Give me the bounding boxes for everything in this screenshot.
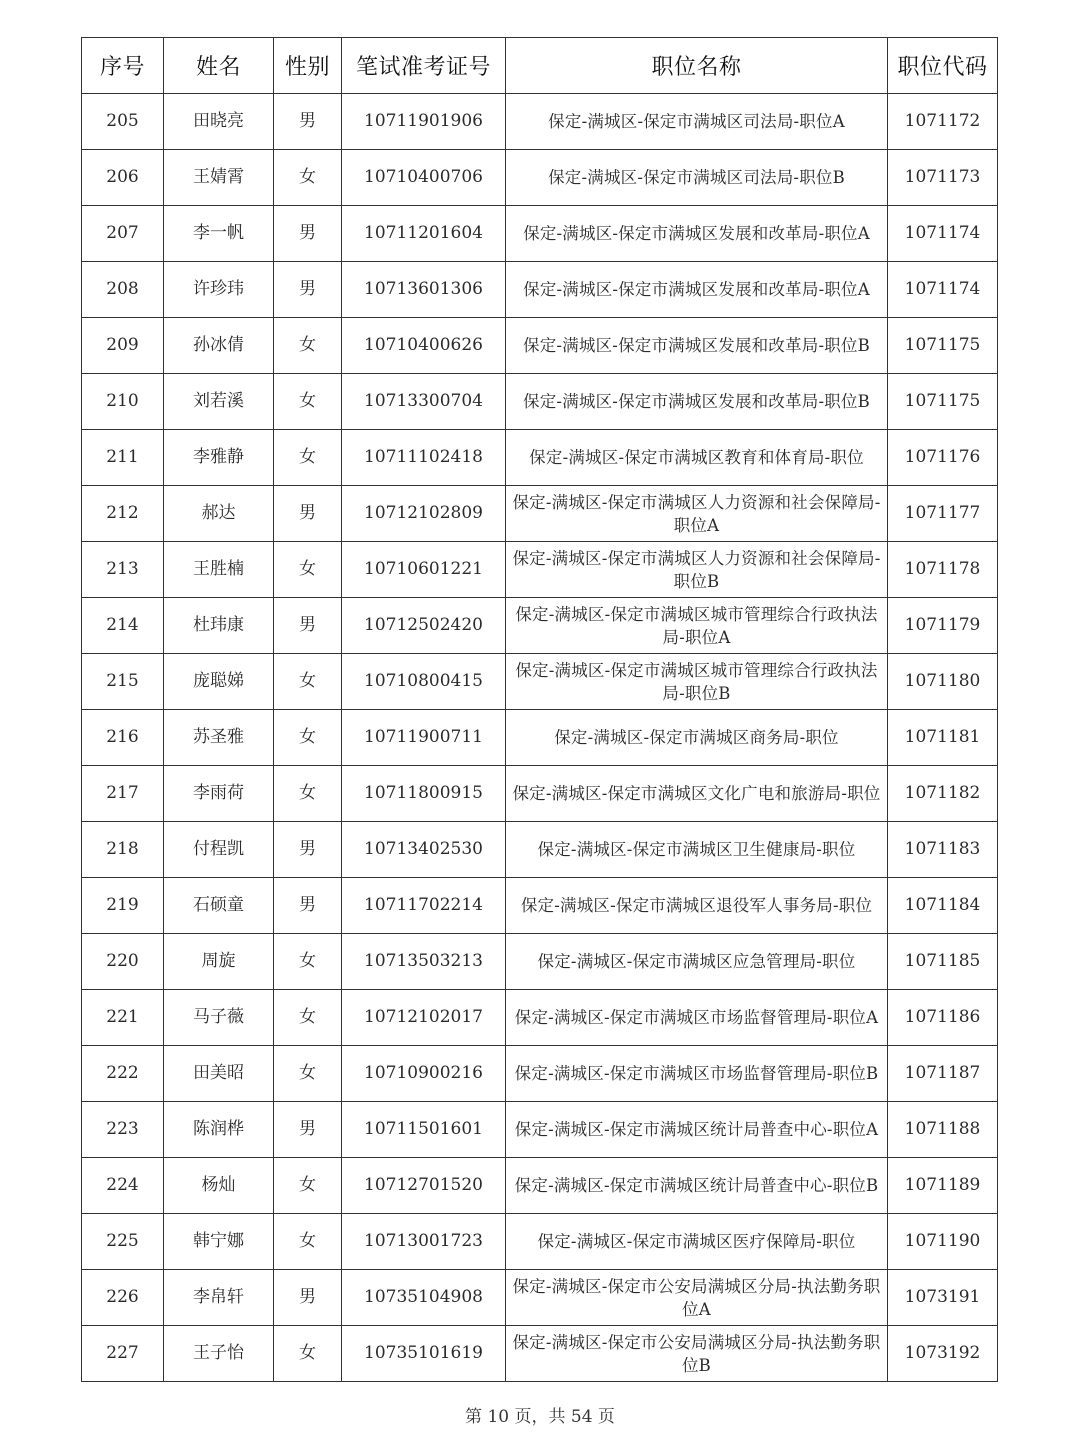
cell-gender: 男: [274, 878, 342, 934]
cell-gender: 女: [274, 318, 342, 374]
table-row: [82, 1214, 998, 1270]
cell-serial: 212: [82, 486, 164, 542]
cell-exam-id: 10713601306: [342, 262, 506, 318]
cell-name: 王婧霄: [164, 150, 274, 206]
cell-exam-id: 10710400626: [342, 318, 506, 374]
cell-position-code: 1071183: [888, 822, 998, 878]
cell-serial: 217: [82, 766, 164, 822]
cell-gender: 女: [274, 766, 342, 822]
cell-exam-id: 10713300704: [342, 374, 506, 430]
cell-serial: 206: [82, 150, 164, 206]
cell-position-code: 1071184: [888, 878, 998, 934]
cell-exam-id: 10711800915: [342, 766, 506, 822]
cell-position-name: 保定-满城区-保定市满城区市场监督管理局-职位A: [506, 990, 888, 1046]
cell-gender: 男: [274, 486, 342, 542]
cell-position-name: 保定-满城区-保定市满城区医疗保障局-职位: [506, 1214, 888, 1270]
cell-exam-id: 10711201604: [342, 206, 506, 262]
cell-gender: 男: [274, 1270, 342, 1326]
page-number: 第 10 页，共 54 页: [465, 1407, 615, 1427]
header-position-code: 职位代码: [888, 38, 998, 94]
cell-gender: 男: [274, 598, 342, 654]
cell-exam-id: 10712701520: [342, 1158, 506, 1214]
cell-exam-id: 10710601221: [342, 542, 506, 598]
cell-serial: 216: [82, 710, 164, 766]
cell-position-name: 保定-满城区-保定市满城区发展和改革局-职位A: [506, 206, 888, 262]
cell-exam-id: 10713001723: [342, 1214, 506, 1270]
cell-gender: 女: [274, 430, 342, 486]
cell-gender: 女: [274, 934, 342, 990]
cell-position-code: 1071172: [888, 94, 998, 150]
cell-name: 田晓亮: [164, 94, 274, 150]
table-row: [82, 934, 998, 990]
header-exam-id: 笔试准考证号: [342, 38, 506, 94]
cell-position-code: 1071190: [888, 1214, 998, 1270]
cell-gender: 女: [274, 990, 342, 1046]
cell-serial: 215: [82, 654, 164, 710]
cell-exam-id: 10710900216: [342, 1046, 506, 1102]
cell-serial: 220: [82, 934, 164, 990]
cell-position-name: 保定-满城区-保定市满城区退役军人事务局-职位: [506, 878, 888, 934]
table-row: [82, 262, 998, 318]
cell-position-name: 保定-满城区-保定市满城区城市管理综合行政执法局-职位B: [506, 654, 888, 710]
cell-name: 李雅静: [164, 430, 274, 486]
cell-position-name: 保定-满城区-保定市满城区统计局普查中心-职位A: [506, 1102, 888, 1158]
cell-gender: 女: [274, 542, 342, 598]
cell-serial: 219: [82, 878, 164, 934]
cell-position-code: 1071174: [888, 262, 998, 318]
cell-position-code: 1071181: [888, 710, 998, 766]
cell-position-code: 1071185: [888, 934, 998, 990]
cell-position-code: 1071178: [888, 542, 998, 598]
cell-position-code: 1073191: [888, 1270, 998, 1326]
cell-position-code: 1071186: [888, 990, 998, 1046]
cell-name: 韩宁娜: [164, 1214, 274, 1270]
table-row: [82, 654, 998, 710]
table-row: [82, 206, 998, 262]
cell-exam-id: 10711501601: [342, 1102, 506, 1158]
cell-name: 周旋: [164, 934, 274, 990]
cell-exam-id: 10712502420: [342, 598, 506, 654]
header-position-name: 职位名称: [506, 38, 888, 94]
cell-serial: 209: [82, 318, 164, 374]
cell-exam-id: 10711102418: [342, 430, 506, 486]
cell-name: 田美昭: [164, 1046, 274, 1102]
table-row: [82, 150, 998, 206]
cell-name: 杨灿: [164, 1158, 274, 1214]
cell-serial: 222: [82, 1046, 164, 1102]
cell-gender: 女: [274, 1046, 342, 1102]
cell-position-name: 保定-满城区-保定市满城区商务局-职位: [506, 710, 888, 766]
cell-gender: 男: [274, 1102, 342, 1158]
cell-serial: 214: [82, 598, 164, 654]
cell-serial: 225: [82, 1214, 164, 1270]
cell-name: 付程凯: [164, 822, 274, 878]
cell-position-code: 1071174: [888, 206, 998, 262]
cell-exam-id: 10710800415: [342, 654, 506, 710]
table-row: [82, 318, 998, 374]
cell-gender: 男: [274, 206, 342, 262]
table-row: [82, 822, 998, 878]
cell-serial: 205: [82, 94, 164, 150]
cell-position-name: 保定-满城区-保定市公安局满城区分局-执法勤务职位B: [506, 1326, 888, 1382]
cell-serial: 221: [82, 990, 164, 1046]
cell-name: 刘若溪: [164, 374, 274, 430]
cell-exam-id: 10711901906: [342, 94, 506, 150]
cell-position-code: 1071176: [888, 430, 998, 486]
table-row: [82, 598, 998, 654]
cell-position-name: 保定-满城区-保定市公安局满城区分局-执法勤务职位A: [506, 1270, 888, 1326]
table-row: [82, 1270, 998, 1326]
cell-name: 李雨荷: [164, 766, 274, 822]
table-row: [82, 430, 998, 486]
cell-gender: 女: [274, 374, 342, 430]
cell-exam-id: 10713402530: [342, 822, 506, 878]
roster-sheet: [81, 37, 997, 1382]
cell-exam-id: 10712102017: [342, 990, 506, 1046]
table-row: [82, 1326, 998, 1382]
cell-name: 许珍玮: [164, 262, 274, 318]
cell-name: 马子薇: [164, 990, 274, 1046]
cell-name: 陈润桦: [164, 1102, 274, 1158]
cell-name: 郝达: [164, 486, 274, 542]
table-row: [82, 542, 998, 598]
cell-exam-id: 10710400706: [342, 150, 506, 206]
cell-serial: 207: [82, 206, 164, 262]
cell-position-name: 保定-满城区-保定市满城区发展和改革局-职位B: [506, 318, 888, 374]
cell-position-code: 1071188: [888, 1102, 998, 1158]
cell-name: 石硕童: [164, 878, 274, 934]
cell-name: 孙冰倩: [164, 318, 274, 374]
cell-name: 庞聪娣: [164, 654, 274, 710]
cell-serial: 210: [82, 374, 164, 430]
cell-position-name: 保定-满城区-保定市满城区司法局-职位B: [506, 150, 888, 206]
table-row: [82, 990, 998, 1046]
cell-gender: 男: [274, 262, 342, 318]
cell-position-name: 保定-满城区-保定市满城区人力资源和社会保障局-职位B: [506, 542, 888, 598]
table-row: [82, 710, 998, 766]
table-row: [82, 1046, 998, 1102]
roster-table: [81, 37, 998, 1382]
cell-position-name: 保定-满城区-保定市满城区卫生健康局-职位: [506, 822, 888, 878]
table-row: [82, 1158, 998, 1214]
cell-gender: 男: [274, 94, 342, 150]
cell-position-code: 1071189: [888, 1158, 998, 1214]
cell-position-name: 保定-满城区-保定市满城区发展和改革局-职位A: [506, 262, 888, 318]
cell-name: 王胜楠: [164, 542, 274, 598]
cell-position-name: 保定-满城区-保定市满城区人力资源和社会保障局-职位A: [506, 486, 888, 542]
header-serial: 序号: [82, 38, 164, 94]
cell-position-name: 保定-满城区-保定市满城区应急管理局-职位: [506, 934, 888, 990]
cell-serial: 224: [82, 1158, 164, 1214]
cell-position-code: 1071180: [888, 654, 998, 710]
table-body: [82, 94, 998, 1382]
cell-serial: 208: [82, 262, 164, 318]
cell-position-code: 1073192: [888, 1326, 998, 1382]
cell-serial: 211: [82, 430, 164, 486]
cell-exam-id: 10735101619: [342, 1326, 506, 1382]
cell-serial: 213: [82, 542, 164, 598]
table-row: [82, 1102, 998, 1158]
cell-position-code: 1071173: [888, 150, 998, 206]
cell-position-code: 1071179: [888, 598, 998, 654]
cell-position-code: 1071177: [888, 486, 998, 542]
cell-position-code: 1071175: [888, 374, 998, 430]
cell-gender: 女: [274, 710, 342, 766]
cell-position-name: 保定-满城区-保定市满城区司法局-职位A: [506, 94, 888, 150]
table-header-row: [82, 38, 998, 94]
cell-position-name: 保定-满城区-保定市满城区文化广电和旅游局-职位: [506, 766, 888, 822]
header-name: 姓名: [164, 38, 274, 94]
table-row: [82, 486, 998, 542]
cell-gender: 女: [274, 1214, 342, 1270]
cell-exam-id: 10735104908: [342, 1270, 506, 1326]
cell-name: 杜玮康: [164, 598, 274, 654]
cell-serial: 226: [82, 1270, 164, 1326]
header-gender: 性别: [274, 38, 342, 94]
cell-gender: 女: [274, 1326, 342, 1382]
cell-position-name: 保定-满城区-保定市满城区城市管理综合行政执法局-职位A: [506, 598, 888, 654]
cell-position-name: 保定-满城区-保定市满城区统计局普查中心-职位B: [506, 1158, 888, 1214]
cell-exam-id: 10712102809: [342, 486, 506, 542]
cell-gender: 女: [274, 1158, 342, 1214]
cell-position-code: 1071187: [888, 1046, 998, 1102]
cell-position-name: 保定-满城区-保定市满城区市场监督管理局-职位B: [506, 1046, 888, 1102]
table-row: [82, 766, 998, 822]
cell-position-code: 1071182: [888, 766, 998, 822]
cell-exam-id: 10713503213: [342, 934, 506, 990]
cell-name: 王子怡: [164, 1326, 274, 1382]
table-row: [82, 878, 998, 934]
cell-serial: 218: [82, 822, 164, 878]
table-row: [82, 374, 998, 430]
cell-exam-id: 10711702214: [342, 878, 506, 934]
table-row: [82, 94, 998, 150]
cell-gender: 女: [274, 150, 342, 206]
cell-serial: 227: [82, 1326, 164, 1382]
cell-exam-id: 10711900711: [342, 710, 506, 766]
cell-position-name: 保定-满城区-保定市满城区发展和改革局-职位B: [506, 374, 888, 430]
cell-serial: 223: [82, 1102, 164, 1158]
cell-name: 李帛轩: [164, 1270, 274, 1326]
cell-position-code: 1071175: [888, 318, 998, 374]
cell-gender: 男: [274, 822, 342, 878]
cell-position-name: 保定-满城区-保定市满城区教育和体育局-职位: [506, 430, 888, 486]
cell-name: 苏圣雅: [164, 710, 274, 766]
cell-name: 李一帆: [164, 206, 274, 262]
cell-gender: 女: [274, 654, 342, 710]
